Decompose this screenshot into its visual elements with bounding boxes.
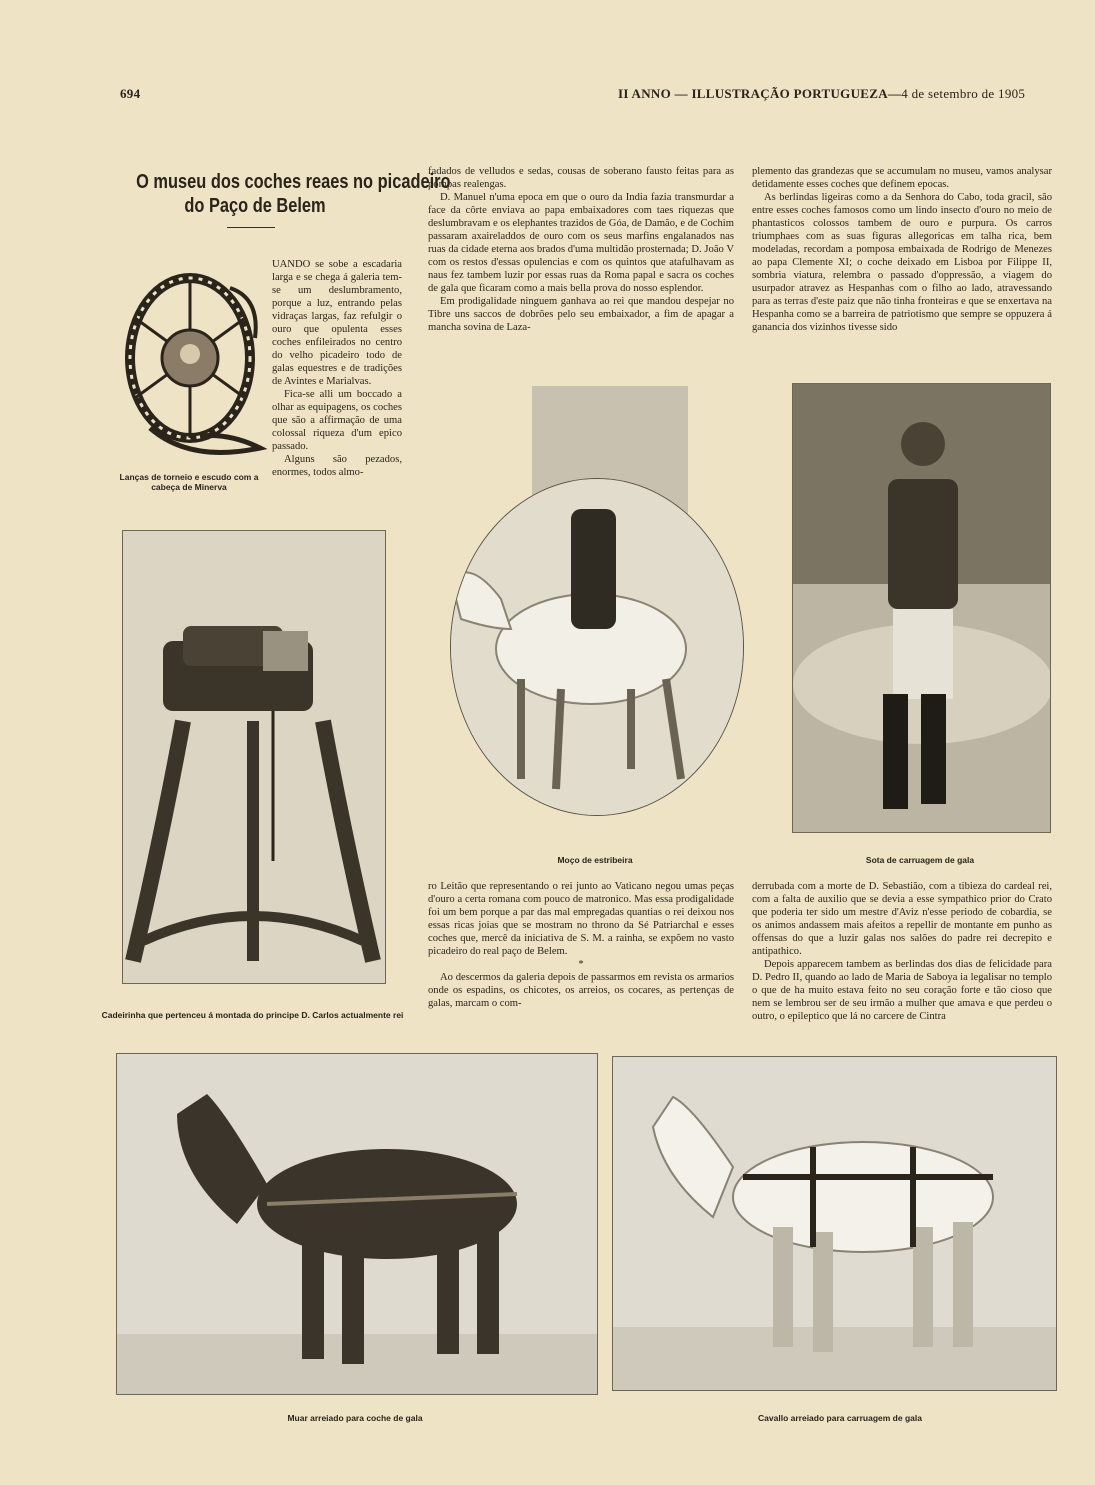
title-line-1: O museu dos coches reaes no picadeiro: [136, 171, 451, 193]
column-1: [272, 258, 402, 479]
col2-bot-para-2: Ao descermos da galeria depois de passarmos em revista os armarios onde os espadins, os chicotes, os arreios, os cocares, as pertenças de galas, marcam o com-: [428, 972, 734, 1009]
column-2-top: [428, 165, 734, 334]
article-title: [110, 170, 451, 218]
photo-cadeirinha: [122, 530, 386, 984]
caption-cadeirinha: Cadeirinha que pertenceu á montada do principe D. Carlos actualmente rei: [101, 1010, 404, 1020]
column-3-top: [752, 165, 1052, 334]
col3-bot-para-1: derrubada com a morte de D. Sebastião, com a tibieza do cardeal rei, com a falta de auxilio que se devia a esse sympathico prior do Crato que poderia ter sido um mestre d'Aviz n'esse periodo de cobardia, se os animos andassem mais afeitos a repellir de montante em punho as offensas do que a luzir galas nos salões do padre rei decrepito e antipathico.: [752, 881, 1052, 957]
mule-harness-icon: [117, 1054, 597, 1394]
col2-bot-para-1: ro Leitão que representando o rei junto ao Vaticano negou umas peças d'ouro a certa romana com pouco de matronico. Mas essa prodigalidade foi um bem porque a par das mal empregadas quantias o rei deixou nos essas ricas joias que se mostram no throno da Sé Patriarchal e esses coches que, mercê da iniciativa de S. M. a rainha, se expõem no vasto picadeiro do real paço de Belem.: [428, 881, 734, 957]
caption-sota: Sota de carruagem de gala: [865, 855, 975, 865]
header-year: II ANNO: [618, 86, 672, 101]
col1-para-1: UANDO se sobe a escadaria larga e se chega á galeria tem-se um deslumbramento, porque a luz, entrando pelas vidraças largas, faz refulgir o ouro que opulenta esses coches enfileirados no centro do velho picadeiro todo de galas equestres e de tradições de Avintes e Marialvas.: [272, 259, 402, 387]
col2-bot-separator: *: [578, 959, 584, 970]
photo-cavallo: [612, 1056, 1057, 1391]
title-rule: [227, 227, 275, 228]
caption-cavallo: Cavallo arreiado para carruagem de gala: [758, 1413, 922, 1423]
photo-muar: [116, 1053, 598, 1395]
title-line-2: do Paço de Belem: [184, 195, 326, 217]
header-date: 4 de setembro de 1905: [901, 86, 1026, 101]
header-magazine: ILLUSTRAÇÃO PORTUGUEZA: [691, 86, 888, 101]
saddle-chair-icon: [123, 531, 385, 983]
col2-top-para-1: fadados de velludos e sedas, cousas de soberano fausto feitas para as pompas realengas.: [428, 166, 734, 190]
coachman-icon: [793, 384, 1050, 832]
emblem-illustration: [110, 258, 270, 468]
page-number: 694: [120, 86, 141, 101]
col3-top-para-1: plemento das grandezas que se accumulam no museu, vamos analysar detidamente esses coches que definem epocas.: [752, 166, 1052, 190]
column-2-bottom: [428, 880, 734, 1010]
col1-para-2: Fica-se alli um boccado a olhar as equipagens, os coches que são a affirmação de uma colossal riqueza d'um epico passado.: [272, 389, 402, 452]
caption-moco: Moço de estribeira: [557, 855, 633, 865]
horse-rider-icon: [451, 479, 743, 815]
horse-harness-icon: [613, 1057, 1056, 1390]
col2-top-para-2: D. Manuel n'uma epoca em que o ouro da India fazia transmurdar a face da côrte enviava ao papa embaixadores com taes riquezas que deslumbravam e os elephantes trazidos de Góa, de Damão, e de Cochim passaram axaireladdos de ouro com os seus marfins engalanados nas ruas da cidade eterna aos brados d'uma multidão prosternada; D. João V com os restos d'essas opulencias e com os quintos que atafulhavam as naus fez tambem luzir por essas ruas da Roma papal e sacra os coches de gala que ficaram como a mais bella prova do nosso esplendor.: [428, 192, 734, 294]
col3-top-para-2: As berlindas ligeiras como a da Senhora do Cabo, toda gracil, são entre esses coches famosos como um lindo insecto d'ouro no meio de phantasticos colossos tambem de ouro e purpura. Os carros triumphaes com as suas figuras allegoricas em talha rica, bem modeladas, recordam a pomposa embaixada de Rodrigo de Menezes ao papa Clemente XI; o coche deixado em Lisboa por Filippe II, sombria viatura, relembra o passado d'oppressão, a viagem do usurpador atravez as Hespanhas com o filho ao lado, atravessando para as terras d'este paiz que não tinha fronteiras e que se enxertava na Hespanha como se a barreira de patriotismo que sempre se oppuzera á ganancia dos vizinhos tivesse sido: [752, 192, 1052, 333]
caption-lances: Lanças de torneio e escudo com a cabeça de Minerva: [119, 472, 259, 492]
photo-moco: [450, 478, 744, 816]
photo-sota: [792, 383, 1051, 833]
col3-bot-para-2: Depois apparecem tambem as berlindas dos dias de felicidade para D. Pedro II, quando ao lado de Maria de Saboya ia legalisar no templo o que de ha muito estava feito no seu coração forte e tão cioso que nem se lembrou ser de seu irmão a mulher que amava e que perdeu o outro, o epileptico que lá no carcere de Cintra: [752, 959, 1052, 1022]
caption-muar: Muar arreiado para coche de gala: [287, 1413, 423, 1423]
running-header: II ANNO — ILLUSTRAÇÃO PORTUGUEZA—4 de setembro de 1905: [618, 86, 1026, 101]
shield-lances-icon: [110, 258, 270, 468]
col1-para-3: Alguns são pezados, enormes, todos almo-: [272, 454, 402, 478]
col2-top-para-3: Em prodigalidade ninguem ganhava ao rei que mandou despejar no Tibre uns saccos de dobrões pelo seu embaixador, a fim de apagar a mancha sovina de Laza-: [428, 296, 734, 333]
column-3-bottom: [752, 880, 1052, 1023]
